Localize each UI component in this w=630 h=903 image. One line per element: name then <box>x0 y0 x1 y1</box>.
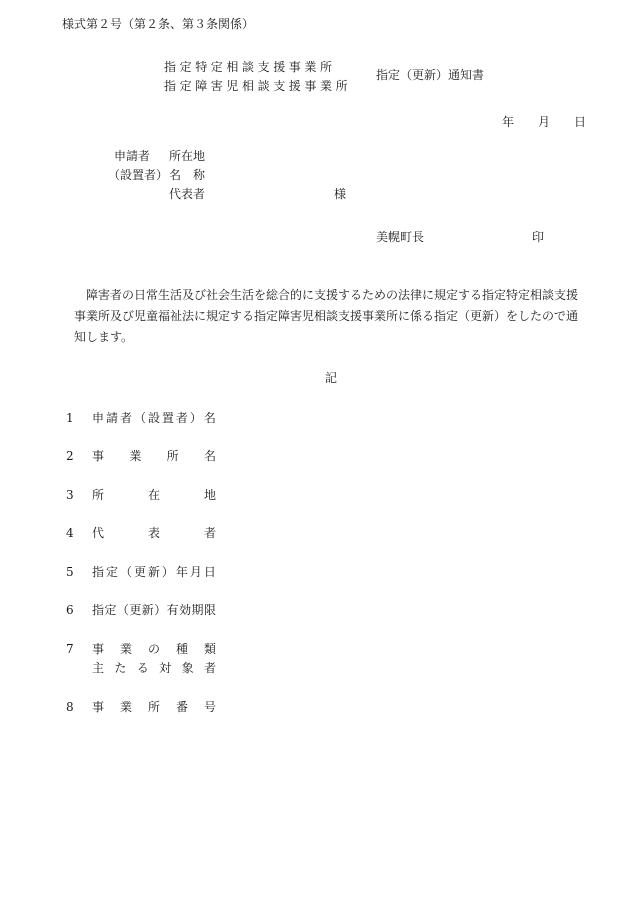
title-suffix: 指定（更新）通知書 <box>376 68 485 82</box>
item-label-office-name: 事 業 所 名 <box>92 449 216 463</box>
item-label-representative: 代 表 者 <box>92 526 216 540</box>
item-number: 4 <box>66 526 74 540</box>
applicant-label-paren: （設置者） <box>108 168 169 182</box>
date-year: 年 <box>502 115 515 129</box>
item-label-office-number: 事 業 所 番 号 <box>92 700 216 714</box>
body-line-1: 障害者の日常生活及び社会生活を総合的に支援するための法律に規定する指定特定相談支援 <box>86 288 579 302</box>
item-label-validity-period: 指 定 （ 更 新 ） 有 効 期 限 <box>92 603 216 617</box>
representative-label: 代表者 <box>169 187 206 201</box>
notice-body <box>74 285 586 348</box>
item-label-location: 所 在 地 <box>92 488 216 502</box>
item-number: 6 <box>66 603 74 617</box>
body-line-3: 知します。 <box>74 330 134 344</box>
form-number: 様式第２号（第２条、第３条関係） <box>62 17 255 31</box>
date-day: 日 <box>574 115 587 129</box>
item-number: 3 <box>66 488 74 502</box>
issuer-title: 美幌町長 <box>376 230 425 244</box>
applicant-label: 申請者 <box>114 149 151 163</box>
document-title <box>164 58 351 96</box>
item-number: 7 <box>66 642 74 656</box>
item-label-main-target: 主 た る 対 象 者 <box>92 661 216 675</box>
address-label: 所在地 <box>169 149 206 163</box>
date-month: 月 <box>538 115 551 129</box>
item-label-applicant-name: 申 請 者 （ 設 置 者 ） 名 <box>92 411 216 425</box>
honorific: 様 <box>334 187 347 201</box>
name-label: 名 称 <box>169 168 206 182</box>
item-label-designation-date: 指 定 （ 更 新 ） 年 月 日 <box>92 565 216 579</box>
item-number: 5 <box>66 565 74 579</box>
item-number: 2 <box>66 449 74 463</box>
title-line-2: 指定障害児相談支援事業所 <box>164 79 352 93</box>
seal-mark: 印 <box>532 230 545 244</box>
ki-heading: 記 <box>325 371 338 385</box>
title-line-1: 指定特定相談支援事業所 <box>164 60 336 74</box>
item-number: 8 <box>66 700 74 714</box>
item-number: 1 <box>66 411 74 425</box>
item-label-business-type: 事 業 の 種 類 <box>92 642 216 656</box>
body-line-2: 事業所及び児童福祉法に規定する指定障害児相談支援事業所に係る指定（更新）をしたので通 <box>74 309 579 323</box>
